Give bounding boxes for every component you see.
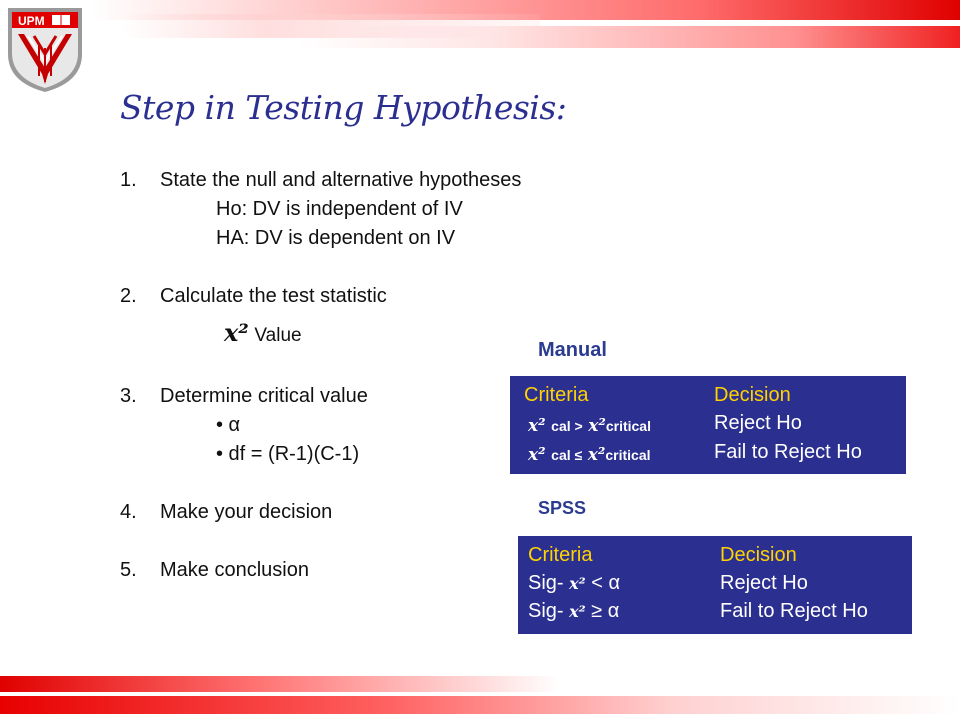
- spss-row1-sig: Sig-: [528, 572, 564, 594]
- slide-title: Step in Testing Hypothesis:: [120, 88, 567, 127]
- manual-row1-decision: Reject Ho: [714, 412, 802, 434]
- step-1: [120, 166, 521, 195]
- chi-square-symbol: x²: [569, 574, 586, 593]
- chi-square-value: [224, 318, 302, 350]
- step-text: Determine critical value: [160, 385, 368, 407]
- chi-square-symbol: x²: [224, 318, 249, 347]
- manual-row2-op: cal ≤: [551, 447, 583, 463]
- step-number: 3.: [120, 385, 137, 407]
- step-3: [120, 382, 368, 411]
- spss-row2-sig: Sig-: [528, 600, 564, 622]
- step-number: 4.: [120, 501, 137, 523]
- bottom-stripe-1: [0, 676, 560, 692]
- top-decorative-band: [0, 0, 960, 52]
- step-4: [120, 498, 332, 527]
- manual-decision-header: Decision: [714, 384, 791, 406]
- spss-decision-table: [518, 536, 912, 634]
- spss-row1-criteria: [528, 572, 620, 595]
- spss-row2-criteria: [528, 600, 619, 623]
- chi-value-label: Value: [254, 325, 302, 346]
- step-5: [120, 556, 309, 585]
- logo-text: UPM: [18, 14, 45, 28]
- spss-criteria-header: Criteria: [528, 544, 593, 566]
- chi-square-symbol: x²: [587, 445, 606, 465]
- spss-row1-op: < α: [591, 572, 621, 594]
- chi-square-symbol: x²: [588, 416, 606, 436]
- chi-square-symbol: x²: [528, 416, 546, 436]
- bottom-stripe-2: [0, 696, 960, 714]
- spss-row2-op: ≥ α: [591, 600, 620, 622]
- bullet-alpha: • α: [216, 414, 241, 436]
- manual-row2-criteria: [528, 443, 651, 466]
- spss-decision-header: Decision: [720, 544, 797, 566]
- spss-row2-decision: Fail to Reject Ho: [720, 600, 868, 622]
- step-number: 2.: [120, 285, 137, 307]
- step-number: 5.: [120, 559, 137, 581]
- step-number: 1.: [120, 169, 137, 191]
- bullet-df: • df = (R-1)(C-1): [216, 443, 360, 465]
- upm-logo-icon: [4, 4, 86, 94]
- manual-criteria-header: Criteria: [524, 384, 589, 406]
- manual-row2-critical: critical: [605, 447, 651, 463]
- step-2: [120, 282, 387, 311]
- manual-row1-critical: critical: [605, 418, 651, 434]
- null-hypothesis: Ho: DV is independent of IV: [216, 198, 463, 220]
- top-stripe-3: [300, 26, 960, 48]
- spss-label: SPSS: [538, 498, 587, 518]
- alternative-hypothesis: HA: DV is dependent on IV: [216, 227, 456, 249]
- chi-square-symbol: x²: [528, 445, 546, 465]
- step-text: State the null and alternative hypotheses: [160, 169, 522, 191]
- manual-decision-table: [510, 376, 906, 474]
- spss-row1-decision: Reject Ho: [720, 572, 808, 594]
- step-text: Calculate the test statistic: [160, 285, 387, 307]
- manual-label: Manual: [538, 339, 607, 361]
- step-text: Make conclusion: [160, 559, 309, 581]
- manual-row1-op: cal >: [551, 418, 583, 434]
- step-text: Make your decision: [160, 501, 333, 523]
- manual-row2-decision: Fail to Reject Ho: [714, 441, 862, 463]
- manual-row1-criteria: [528, 414, 651, 437]
- chi-square-symbol: x²: [569, 602, 586, 621]
- bottom-decorative-band: [0, 670, 960, 720]
